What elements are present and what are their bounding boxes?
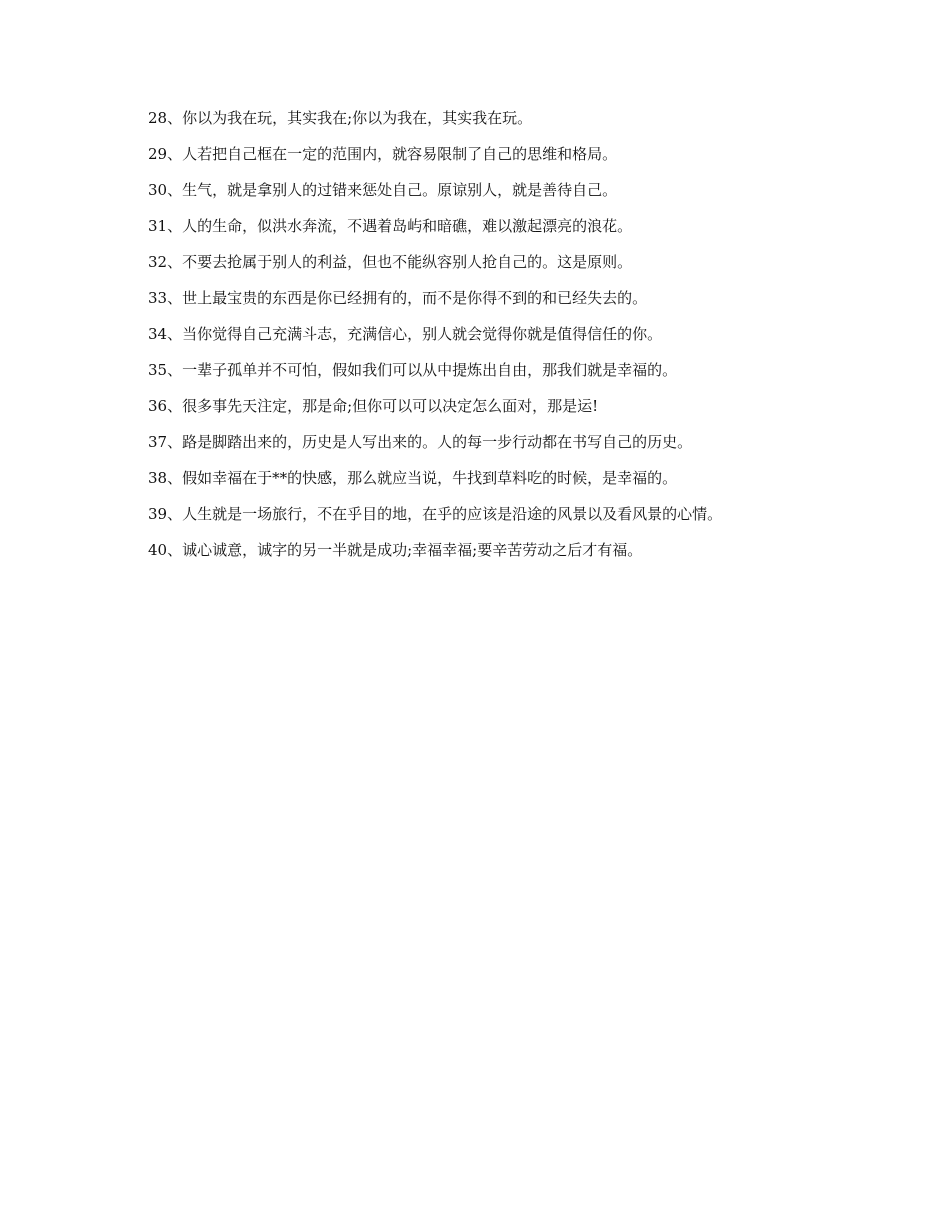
quote-paragraph-35: 35、一辈子孤单并不可怕，假如我们可以从中提炼出自由，那我们就是幸福的。	[148, 361, 678, 379]
quote-paragraph-30: 30、生气，就是拿别人的过错来惩处自己。原谅别人，就是善待自己。	[148, 181, 618, 199]
quote-paragraph-31: 31、人的生命，似洪水奔流，不遇着岛屿和暗礁，难以激起漂亮的浪花。	[148, 217, 633, 235]
quote-paragraph-36: 36、很多事先天注定，那是命;但你可以可以决定怎么面对，那是运!	[148, 397, 599, 415]
quote-paragraph-37: 37、路是脚踏出来的，历史是人写出来的。人的每一步行动都在书写自己的历史。	[148, 433, 693, 451]
quote-paragraph-29: 29、人若把自己框在一定的范围内，就容易限制了自己的思维和格局。	[148, 145, 618, 163]
quote-paragraph-40: 40、诚心诚意，诚字的另一半就是成功;幸福幸福;要辛苦劳动之后才有福。	[148, 541, 643, 559]
quote-paragraph-32: 32、不要去抢属于别人的利益，但也不能纵容别人抢自己的。这是原则。	[148, 253, 633, 271]
quote-paragraph-39: 39、人生就是一场旅行，不在乎目的地，在乎的应该是沿途的风景以及看风景的心情。	[148, 505, 723, 523]
document-body	[113, 109, 833, 577]
quote-paragraph-38: 38、假如幸福在于**的快感，那么就应当说，牛找到草料吃的时候，是幸福的。	[148, 469, 678, 487]
quote-paragraph-33: 33、世上最宝贵的东西是你已经拥有的，而不是你得不到的和已经失去的。	[148, 289, 648, 307]
quote-paragraph-34: 34、当你觉得自己充满斗志，充满信心，别人就会觉得你就是值得信任的你。	[148, 325, 663, 343]
quote-paragraph-28: 28、你以为我在玩，其实我在;你以为我在，其实我在玩。	[148, 109, 533, 127]
